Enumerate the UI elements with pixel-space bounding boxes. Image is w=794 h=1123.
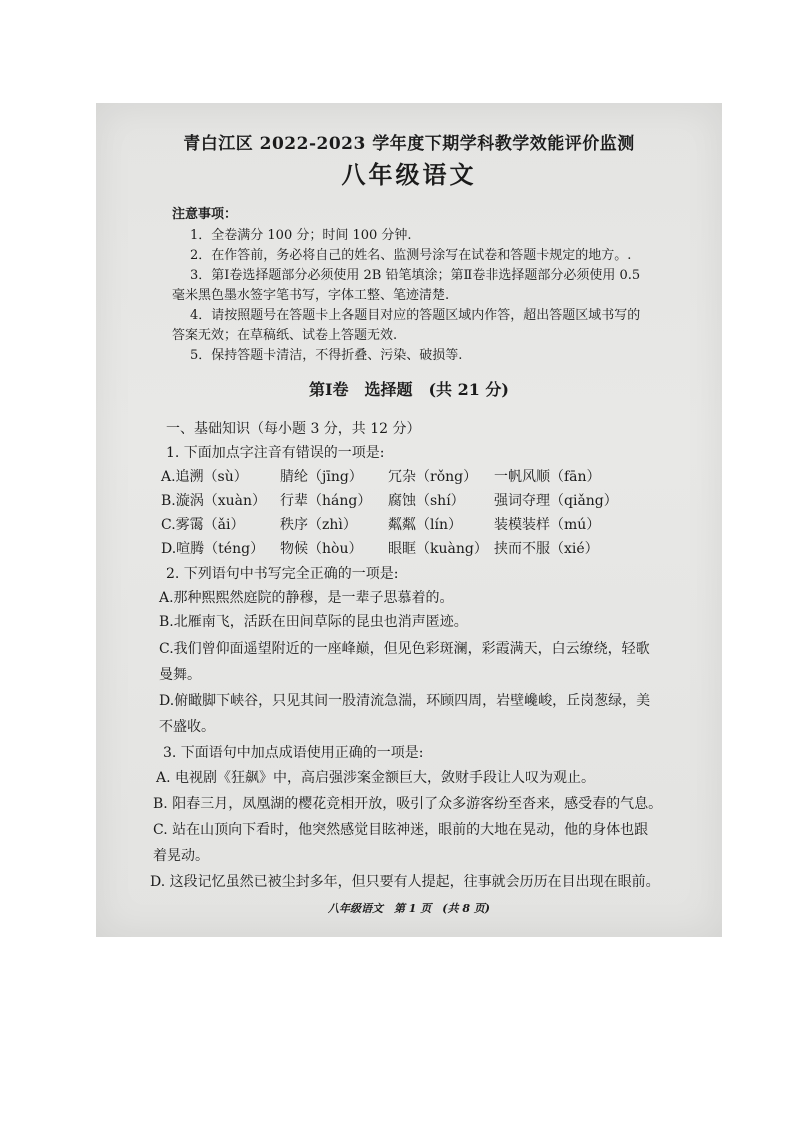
q1-option: 一帆风顺（fān） — [494, 469, 601, 485]
q1-option: 装模装样（mú） — [494, 517, 601, 533]
exam-subtitle: 八年级语文 — [341, 160, 477, 189]
q3-option: B. 阳春三月，凤凰湖的樱花竞相开放，吸引了众多游客纷至沓来，感受春的气息。 — [153, 796, 663, 812]
q3-option: D. 这段记忆虽然已被尘封多年，但只要有人提起，往事就会历历在目出现在眼前。 — [150, 874, 660, 890]
q1-option: B.漩涡（xuàn） — [161, 493, 267, 509]
part-heading: 一、基础知识（每小题 3 分，共 12 分） — [166, 421, 421, 437]
q1-option: A.追溯（sù） — [161, 469, 248, 485]
q2-option: B.北雁南飞，活跃在田间草际的昆虫也消声匿迹。 — [159, 614, 468, 630]
note-line: 2．在作答前，务必将自己的姓名、监测号涂写在试卷和答题卡规定的地方。. — [190, 248, 632, 263]
q3-option: C. 站在山顶向下看时，他突然感觉目眩神迷，眼前的大地在晃动，他的身体也跟 — [153, 822, 649, 838]
note-line: 1．全卷满分 100 分；时间 100 分钟. — [190, 228, 412, 243]
q1-option: 挟而不服（xié） — [494, 541, 599, 557]
notes-title: 注意事项： — [172, 207, 238, 222]
note-line: 4．请按照题号在答题卡上各题目对应的答题区域内作答，超出答题区域书写的 — [190, 308, 641, 323]
q2-option: A.那种熙熙然庭院的静穆，是一辈子思慕着的。 — [159, 590, 454, 606]
q1-option: 行辈（háng） — [280, 493, 372, 509]
q1-option: D.喧腾（téng） — [161, 541, 265, 557]
q1-option: 强词夺理（qiǎng） — [494, 493, 618, 509]
question-1-stem: 1. 下面加点字注音有错误的一项是: — [166, 445, 385, 461]
exam-title: 青白江区 2022-2023 学年度下期学科教学效能评价监测 — [183, 134, 635, 154]
note-line: 答案无效；在草稿纸、试卷上答题无效. — [172, 328, 398, 343]
q1-option: 粼粼（lín） — [388, 517, 462, 533]
q1-option: C.雾霭（ǎi） — [161, 517, 245, 533]
note-line: 3．第Ⅰ卷选择题部分必须使用 2B 铅笔填涂；第Ⅱ卷非选择题部分必须使用 0.5 — [190, 268, 641, 283]
q1-option: 腈纶（jīng） — [280, 469, 363, 485]
question-2-stem: 2. 下列语句中书写完全正确的一项是: — [166, 566, 399, 582]
q2-option: 曼舞。 — [159, 667, 201, 683]
section-heading: 第Ⅰ卷 选择题 (共 21 分) — [308, 380, 510, 399]
q3-option: 着晃动。 — [153, 848, 209, 864]
question-3-stem: 3. 下面语句中加点成语使用正确的一项是: — [163, 745, 424, 761]
q1-option: 秩序（zhì） — [280, 517, 357, 533]
exam-page-photo — [96, 103, 722, 937]
q2-option: D.俯瞰脚下峡谷，只见其间一股清流急湍，环顾四周，岩壁巉峻，丘岗葱绿，美 — [159, 693, 651, 709]
note-line: 毫米黑色墨水签字笔书写，字体工整、笔迹清楚. — [172, 288, 450, 303]
q3-option: A. 电视剧《狂飙》中，高启强涉案金额巨大，敛财手段让人叹为观止。 — [156, 770, 596, 786]
q1-option: 腐蚀（shí） — [388, 493, 465, 509]
q2-option: 不盛收。 — [159, 719, 215, 735]
q1-option: 物候（hòu） — [280, 541, 363, 557]
note-line: 5．保持答题卡清洁，不得折叠、污染、破损等. — [190, 348, 463, 363]
page-footer: 八年级语文 第 1 页 (共 8 页) — [327, 902, 491, 915]
q2-option: C.我们曾仰面遥望附近的一座峰巅，但见色彩斑澜，彩霞满天，白云缭绕，轻歌 — [159, 641, 650, 657]
q1-option: 眼眶（kuàng） — [388, 541, 488, 557]
q1-option: 冗杂（rǒng） — [388, 469, 478, 485]
